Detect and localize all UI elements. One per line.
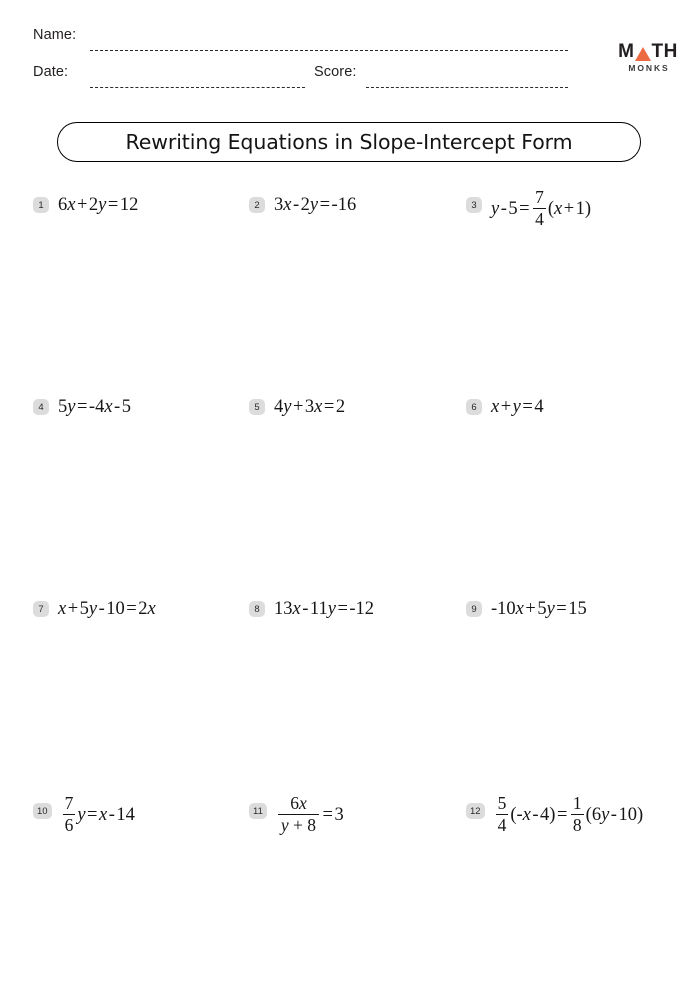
constant: 8 <box>307 814 317 835</box>
var-x: x <box>491 396 500 417</box>
problem-number-badge: 1 <box>33 197 49 213</box>
denominator: 6 <box>64 814 74 835</box>
logo-wordmark <box>612 42 684 62</box>
var-y: y <box>546 598 555 619</box>
operator: - <box>108 805 115 826</box>
date-label: Date: <box>33 64 69 80</box>
problem-number-badge: 9 <box>466 601 482 617</box>
problem-number-badge: 2 <box>249 197 265 213</box>
equation-5 <box>274 392 345 422</box>
problem-5[interactable] <box>249 392 345 422</box>
operator: + <box>76 194 88 215</box>
equation-3 <box>491 187 592 229</box>
equals: = <box>126 598 137 619</box>
coef: 13 <box>274 598 293 619</box>
problems-grid <box>0 187 700 998</box>
equation-2 <box>274 190 356 220</box>
date-write-line[interactable] <box>90 87 305 88</box>
coef: 5 <box>79 598 89 619</box>
constant: 14 <box>116 805 135 826</box>
equation-4 <box>58 392 131 422</box>
numerator: 7 <box>535 187 544 207</box>
operator: - <box>500 199 507 220</box>
equals: = <box>556 805 568 826</box>
constant: 1 <box>575 199 585 220</box>
fraction <box>571 795 584 834</box>
var-x: x <box>292 598 301 619</box>
constant: 3 <box>334 805 344 826</box>
triangle-icon <box>635 47 651 61</box>
coef: 6 <box>58 194 68 215</box>
equals: = <box>556 598 567 619</box>
equals: = <box>519 199 530 220</box>
paren-close: ) <box>636 805 644 826</box>
problem-4[interactable] <box>33 392 131 422</box>
equals: = <box>107 194 119 215</box>
logo-letters-th: TH <box>651 41 678 62</box>
var-x: x <box>147 598 156 619</box>
denominator: 4 <box>497 814 507 835</box>
fraction <box>533 189 546 228</box>
var-x: x <box>98 805 108 826</box>
coef: 4 <box>274 396 284 417</box>
page-title: Rewriting Equations in Slope-Intercept Form <box>125 130 573 154</box>
equation-8 <box>274 594 374 624</box>
problem-number-badge: 5 <box>249 399 265 415</box>
logo-letter-m: M <box>618 41 635 62</box>
equation-10 <box>61 793 135 835</box>
problem-number-badge: 7 <box>33 601 49 617</box>
constant: 12 <box>119 194 139 215</box>
equation-9 <box>491 594 587 624</box>
var-y: y <box>98 194 107 215</box>
paren-open: (- <box>510 805 523 826</box>
operator: + <box>293 814 303 835</box>
coef: 3 <box>304 396 315 417</box>
equals: = <box>322 805 333 826</box>
score-write-line[interactable] <box>366 87 568 88</box>
problem-row <box>0 392 700 594</box>
paren-close: ) <box>549 805 556 826</box>
constant: 15 <box>568 598 587 619</box>
problem-6[interactable] <box>466 392 544 422</box>
operator: + <box>67 598 79 619</box>
fraction <box>63 795 76 834</box>
problem-number-badge: 3 <box>466 197 482 213</box>
operator: - <box>302 598 309 619</box>
var-y: y <box>67 396 76 417</box>
operator: + <box>563 199 575 220</box>
problem-number-badge: 6 <box>466 399 482 415</box>
numerator: 5 <box>497 793 507 813</box>
var-y: y <box>309 194 319 215</box>
coef: 2 <box>300 194 310 215</box>
var-y: y <box>88 598 98 619</box>
numerator: 1 <box>572 793 582 813</box>
equals: = <box>337 598 348 619</box>
var-y: y <box>491 199 500 220</box>
operator: - <box>610 805 617 826</box>
numerator: 7 <box>64 793 74 813</box>
operator: - <box>98 598 105 619</box>
equation-6 <box>491 392 544 422</box>
problem-7[interactable] <box>33 594 156 624</box>
mathmonks-logo <box>612 42 684 73</box>
fraction <box>496 795 509 834</box>
coef: -10 <box>491 598 516 619</box>
coef: 5 <box>537 598 547 619</box>
constant: 5 <box>121 396 131 417</box>
coef: 5 <box>58 396 68 417</box>
problem-number-badge: 8 <box>249 601 265 617</box>
equation-12 <box>494 793 644 835</box>
var-y: y <box>280 814 289 835</box>
problem-12[interactable] <box>466 793 644 835</box>
equation-11 <box>276 793 344 835</box>
denominator: 8 <box>572 814 582 835</box>
constant: 2 <box>335 396 346 417</box>
problem-number-badge: 10 <box>33 803 52 819</box>
coef: 2 <box>88 194 99 215</box>
problem-row <box>0 594 700 796</box>
var-x: x <box>104 396 113 417</box>
problem-row <box>0 793 700 998</box>
constant: 10 <box>106 598 125 619</box>
operator: + <box>292 396 304 417</box>
paren-open: ( <box>547 199 554 220</box>
denominator: 4 <box>535 208 544 229</box>
problem-3[interactable] <box>466 187 592 229</box>
worksheet-header <box>0 0 700 110</box>
problem-1[interactable] <box>33 190 138 220</box>
var-x: x <box>298 793 307 813</box>
worksheet-title-banner <box>57 122 641 162</box>
problem-number-badge: 11 <box>249 803 267 819</box>
numerator <box>287 795 310 814</box>
equals: = <box>87 805 98 826</box>
coef: -4 <box>88 396 105 417</box>
constant: 10 <box>618 805 637 826</box>
logo-subtext: MONKS <box>628 63 670 73</box>
var-x: x <box>283 194 292 215</box>
name-write-line[interactable] <box>90 50 568 51</box>
var-y: y <box>327 598 336 619</box>
problem-9[interactable] <box>466 594 587 624</box>
problem-2[interactable] <box>249 190 356 220</box>
coef: 6 <box>290 793 299 813</box>
var-y: y <box>512 396 521 417</box>
fraction <box>278 795 319 834</box>
var-x: x <box>58 598 67 619</box>
operator: - <box>114 396 121 417</box>
denominator <box>278 814 319 835</box>
operator: + <box>525 598 536 619</box>
constant: 5 <box>508 199 518 220</box>
var-x: x <box>554 199 563 220</box>
equals: = <box>323 396 335 417</box>
problem-row <box>0 187 700 392</box>
var-y: y <box>77 805 86 826</box>
var-x: x <box>67 194 76 215</box>
var-y: y <box>283 396 292 417</box>
problem-number-badge: 4 <box>33 399 49 415</box>
equals: = <box>522 396 533 417</box>
coef: 11 <box>309 598 328 619</box>
var-x: x <box>515 598 524 619</box>
score-label: Score: <box>314 64 357 80</box>
coef: 2 <box>138 598 148 619</box>
operator: - <box>532 805 539 826</box>
problem-number-badge: 12 <box>466 803 485 819</box>
coef: 6 <box>591 805 602 826</box>
paren-open: ( <box>585 805 592 826</box>
var-x: x <box>314 396 323 417</box>
operator: + <box>500 396 512 417</box>
var-y: y <box>601 805 610 826</box>
paren-close: ) <box>584 199 592 220</box>
operator: - <box>292 194 300 215</box>
name-label: Name: <box>33 27 77 43</box>
problem-8[interactable] <box>249 594 374 624</box>
problem-10[interactable] <box>33 793 135 835</box>
constant: -16 <box>331 194 357 215</box>
constant: 4 <box>540 805 550 826</box>
equals: = <box>319 194 331 215</box>
constant: 4 <box>534 396 544 417</box>
var-x: x <box>522 805 531 826</box>
equation-1 <box>58 190 138 220</box>
coef: 3 <box>274 194 284 215</box>
equation-7 <box>58 594 156 624</box>
equals: = <box>76 396 88 417</box>
constant: -12 <box>349 598 375 619</box>
problem-11[interactable] <box>249 793 344 835</box>
